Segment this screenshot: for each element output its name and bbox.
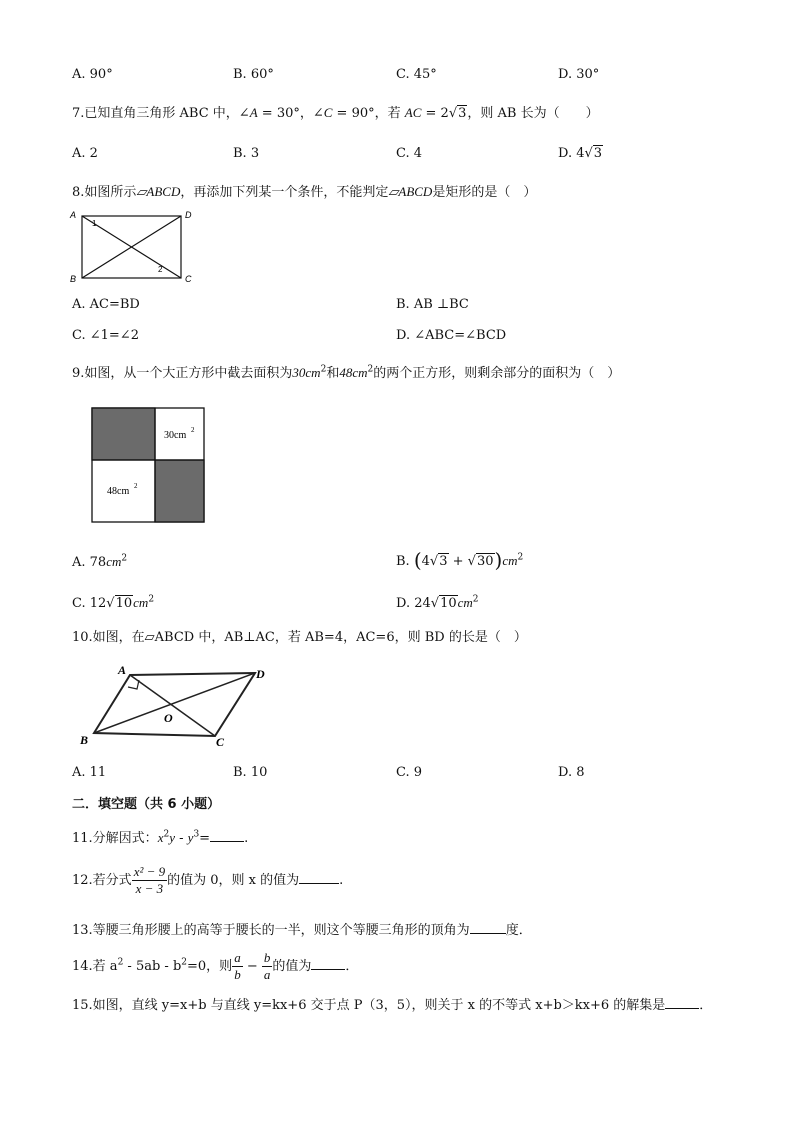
q10-label-b: B <box>80 733 89 747</box>
q10-stem: 10.如图，在▱ABCD 中，AB⊥AC，若 AB=4，AC=6，则 BD 的长是（ ） <box>72 630 527 645</box>
q9-stem: 9.如图，从一个大正方形中截去面积为$30cm^2$和$48cm^2$的两个正方形，则剩余部分的面积为（ ） <box>72 364 621 381</box>
q9-option-d: D. $24√10cm^2$ <box>396 594 479 611</box>
q6-option-c: C. 45° <box>396 67 437 82</box>
q14-stem: 14.若 $a^2 - 5ab - b^2=0$，则 $\frac{a}{b}$ − $\frac{b}{a}$ 的值为 ． <box>72 950 359 982</box>
q8-stem: 8.如图所示▱ABCD，再添加下列某一个条件，不能判定▱ABCD是矩形的是（ ） <box>72 184 537 200</box>
q7-option-a: A. 2 <box>72 146 98 161</box>
q8-option-c: C. ∠1=∠2 <box>72 328 139 343</box>
q6-option-b: B. 60° <box>233 67 274 82</box>
q10-option-c: C. 9 <box>396 765 423 780</box>
q14-fraction-ba: $\frac{b}{a}$ <box>263 950 271 982</box>
q8-label-a: A <box>70 210 77 220</box>
q9-label-48-sup: 2 <box>134 482 138 490</box>
q8-label-2: 2 <box>158 265 163 274</box>
q10-option-a: A. 11 <box>72 765 107 780</box>
q9-square-figure <box>91 407 207 525</box>
q9-label-30-sup: 2 <box>191 426 195 434</box>
section-heading-fill-in: 二．填空题（共 6 小题） <box>72 797 221 812</box>
q10-option-b: B. 10 <box>233 765 268 780</box>
q13-stem: 13.等腰三角形腰上的高等于腰长的一半，则这个等腰三角形的顶角为 度． <box>72 923 532 938</box>
q10-label-o: O <box>164 711 173 725</box>
q15-stem: 15.如图，直线 y=x+b 与直线 y=kx+6 交于点 P（3，5），则关于 x 的不等式 x+b＞kx+6 的解集是 ． <box>72 998 713 1013</box>
q6-option-a: A. 90° <box>72 67 113 82</box>
q7-stem: 7.已知直角三角形 ABC 中，∠A = 30°，∠C = 90°，若 AC = 2√3，则 AB 长为（ ） <box>72 105 599 121</box>
q9-label-30: 30cm <box>164 430 187 441</box>
q7-option-c: C. 4 <box>396 146 423 161</box>
q11-answer-blank[interactable] <box>210 829 244 842</box>
q12-answer-blank[interactable] <box>299 871 339 884</box>
q9-option-c: C. $12√10cm^2$ <box>72 594 155 611</box>
q9-option-a: A. $78cm^2$ <box>72 553 128 570</box>
q10-option-d: D. 8 <box>558 765 585 780</box>
q13-answer-blank[interactable] <box>470 921 506 934</box>
q8-option-d: D. ∠ABC=∠BCD <box>396 328 507 343</box>
q9-label-48: 48cm <box>107 486 130 497</box>
q8-label-1: 1 <box>92 219 97 228</box>
q8-option-a: A. AC=BD <box>72 297 140 312</box>
q8-label-d: D <box>185 210 192 220</box>
q15-answer-blank[interactable] <box>665 996 699 1009</box>
q8-rectangle-figure <box>70 208 200 288</box>
q7-option-b: B. 3 <box>233 146 260 161</box>
q11-stem: 11.分解因式：$x^2y - y^3=$ . <box>72 829 249 846</box>
q8-label-b: B <box>70 274 77 284</box>
q8-option-b: B. AB ⊥BC <box>396 297 469 312</box>
q6-option-d: D. 30° <box>558 67 600 82</box>
q10-label-a: A <box>118 663 127 677</box>
q7-option-d: D. 4√3 <box>558 146 603 161</box>
q14-answer-blank[interactable] <box>311 957 345 970</box>
q9-option-b: B. $(4√3 + √30)cm^2$ <box>396 548 524 572</box>
q8-label-c: C <box>185 274 192 284</box>
q10-parallelogram-figure <box>78 660 278 750</box>
q10-label-c: C <box>216 735 225 749</box>
q10-label-d: D <box>256 667 265 681</box>
q12-stem: 12.若分式 $\frac{\text{x² − 9}}{x - 3}$ 的值为 0，则 x 的值为 . <box>72 864 344 896</box>
q14-fraction-ab: $\frac{a}{b}$ <box>234 950 241 982</box>
q12-fraction: $\frac{\text{x² − 9}}{x - 3}$ <box>133 864 166 896</box>
